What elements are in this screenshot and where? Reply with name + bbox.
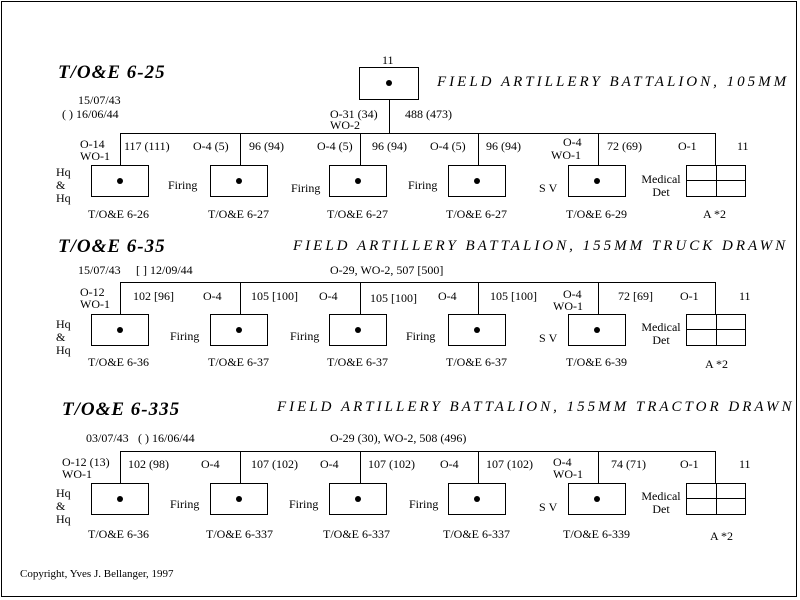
connector-line xyxy=(360,133,361,165)
hq-officers: O-31 (34) xyxy=(330,107,378,121)
unit-toe: T/O&E 6-27 xyxy=(327,207,388,221)
connector-line xyxy=(389,100,390,133)
unit-box xyxy=(91,483,149,515)
unit-toe: T/O&E 6-37 xyxy=(327,355,388,369)
unit-enlisted: 96 (94) xyxy=(372,139,407,153)
unit-side-label: Firing xyxy=(290,329,320,343)
medical-side-label: Medical Det xyxy=(641,172,681,199)
unit-officers: O-12 (13) xyxy=(62,455,110,469)
unit-dot xyxy=(355,496,361,502)
unit-side-label: Firing xyxy=(291,181,321,195)
section-toe-number: T/O&E 6-25 xyxy=(58,62,166,83)
unit-dot xyxy=(355,327,361,333)
unit-toe: T/O&E 6-36 xyxy=(88,527,149,541)
unit-officers: O-4 xyxy=(440,457,459,471)
unit-box xyxy=(568,165,626,197)
unit-warrant-officers: WO-1 xyxy=(551,148,581,162)
unit-side-label: Firing xyxy=(170,497,200,511)
unit-side-label: Hq & Hq xyxy=(56,486,71,526)
unit-box xyxy=(329,165,387,197)
connector-line xyxy=(478,282,479,314)
connector-line xyxy=(598,282,599,314)
unit-enlisted: 105 [100] xyxy=(251,289,298,303)
unit-dot xyxy=(236,178,242,184)
medical-toe: A *2 xyxy=(705,357,729,371)
section-date-original: 15/07/43 xyxy=(78,263,121,277)
connector-line xyxy=(715,282,716,314)
medical-box xyxy=(686,165,746,197)
unit-officers: O-4 xyxy=(320,457,339,471)
unit-enlisted: 107 (102) xyxy=(251,457,298,471)
medical-enlisted: 11 xyxy=(737,139,749,153)
unit-toe: T/O&E 6-27 xyxy=(446,207,507,221)
medical-side-label: Medical Det xyxy=(641,320,681,347)
medical-officers: O-1 xyxy=(678,139,697,153)
medical-box xyxy=(686,314,746,346)
unit-box xyxy=(448,165,506,197)
hq-enlisted: 488 (473) xyxy=(405,107,452,121)
connector-line xyxy=(598,451,599,483)
unit-dot xyxy=(474,327,480,333)
unit-toe: T/O&E 6-27 xyxy=(208,207,269,221)
connector-line xyxy=(120,133,121,165)
unit-side-label: Firing xyxy=(408,178,438,192)
unit-side-label: SV xyxy=(539,331,561,345)
unit-officers: O-4 xyxy=(563,135,582,149)
unit-side-label: SV xyxy=(539,500,561,514)
section-date-original: 15/07/43 xyxy=(78,93,121,107)
connector-line xyxy=(120,282,121,314)
unit-side-label: Firing xyxy=(170,329,200,343)
medical-side-label: Medical Det xyxy=(641,489,681,516)
unit-dot xyxy=(117,496,123,502)
unit-toe: T/O&E 6-339 xyxy=(563,527,630,541)
unit-toe: T/O&E 6-29 xyxy=(566,207,627,221)
unit-warrant-officers: WO-1 xyxy=(553,299,583,313)
medical-enlisted: 11 xyxy=(739,457,751,471)
unit-box xyxy=(91,165,149,197)
unit-box xyxy=(210,314,268,346)
section-date-revised: ( ) 16/06/44 xyxy=(138,431,195,445)
medical-box xyxy=(686,483,746,515)
connector-line xyxy=(478,133,479,165)
unit-dot xyxy=(117,178,123,184)
unit-enlisted: 107 (102) xyxy=(368,457,415,471)
connector-line xyxy=(478,451,479,483)
unit-officers: O-4 (5) xyxy=(430,139,466,153)
unit-enlisted: 117 (111) xyxy=(124,139,170,153)
medical-officers: O-1 xyxy=(680,457,699,471)
unit-warrant-officers: WO-1 xyxy=(62,467,92,481)
connector-line xyxy=(120,451,121,483)
connector-line xyxy=(360,282,361,314)
unit-box xyxy=(448,483,506,515)
unit-box xyxy=(210,165,268,197)
unit-enlisted: 102 (98) xyxy=(128,457,169,471)
unit-toe: T/O&E 6-37 xyxy=(446,355,507,369)
unit-side-label: Firing xyxy=(168,178,198,192)
unit-enlisted: 74 (71) xyxy=(611,457,646,471)
unit-enlisted: 102 [96] xyxy=(133,289,174,303)
unit-side-label: Hq & Hq xyxy=(56,165,71,205)
unit-officers: O-4 xyxy=(203,289,222,303)
top-strength: 11 xyxy=(382,53,394,67)
unit-toe: T/O&E 6-39 xyxy=(566,355,627,369)
unit-toe: T/O&E 6-37 xyxy=(208,355,269,369)
connector-line xyxy=(715,133,716,165)
unit-dot xyxy=(236,327,242,333)
unit-officers: O-4 xyxy=(201,457,220,471)
connector-line xyxy=(240,282,241,314)
section-title: FIELD ARTILLERY BATTALION, 155MM TRACTOR DRAWN xyxy=(277,399,795,415)
unit-side-label: Firing xyxy=(409,497,439,511)
unit-box xyxy=(91,314,149,346)
unit-side-label: SV xyxy=(539,181,561,195)
medical-toe: A *2 xyxy=(703,207,727,221)
unit-dot xyxy=(236,496,242,502)
unit-enlisted: 105 [100] xyxy=(490,289,537,303)
section-date-revised: ( ) 16/06/44 xyxy=(62,107,119,121)
unit-officers: O-4 xyxy=(563,287,582,301)
unit-side-label: Firing xyxy=(289,497,319,511)
section-date-original: 03/07/43 xyxy=(86,431,129,445)
unit-warrant-officers: WO-1 xyxy=(553,467,583,481)
unit-box xyxy=(568,483,626,515)
unit-officers: O-4 (5) xyxy=(317,139,353,153)
branch-line xyxy=(120,133,716,134)
unit-box xyxy=(210,483,268,515)
unit-enlisted: 107 (102) xyxy=(486,457,533,471)
unit-officers: O-4 (5) xyxy=(193,139,229,153)
unit-dot xyxy=(474,178,480,184)
section-title: FIELD ARTILLERY BATTALION, 105MM xyxy=(437,74,790,90)
unit-enlisted: 96 (94) xyxy=(486,139,521,153)
branch-line xyxy=(120,282,716,283)
battalion-box xyxy=(359,67,419,100)
unit-box xyxy=(448,314,506,346)
unit-toe: T/O&E 6-337 xyxy=(323,527,390,541)
unit-officers: O-4 xyxy=(553,455,572,469)
unit-enlisted: 105 [100] xyxy=(370,291,417,305)
unit-warrant-officers: WO-1 xyxy=(80,297,110,311)
unit-toe: T/O&E 6-337 xyxy=(443,527,510,541)
copyright-notice: Copyright, Yves J. Bellanger, 1997 xyxy=(20,568,174,580)
unit-enlisted: 72 (69) xyxy=(607,139,642,153)
unit-dot xyxy=(594,496,600,502)
connector-line xyxy=(360,451,361,483)
unit-officers: O-12 xyxy=(80,285,105,299)
unit-side-label: Hq & Hq xyxy=(56,317,71,357)
unit-dot xyxy=(474,496,480,502)
section-toe-number: T/O&E 6-335 xyxy=(62,399,181,420)
unit-enlisted: 72 [69] xyxy=(618,289,653,303)
unit-dot xyxy=(594,327,600,333)
unit-box xyxy=(329,314,387,346)
medical-officers: O-1 xyxy=(680,289,699,303)
hq-warrant-officers: WO-2 xyxy=(330,118,360,132)
unit-box xyxy=(329,483,387,515)
connector-line xyxy=(240,451,241,483)
connector-line xyxy=(598,133,599,165)
unit-officers: O-14 xyxy=(80,137,105,151)
unit-box xyxy=(568,314,626,346)
section-toe-number: T/O&E 6-35 xyxy=(58,236,166,257)
section-date-revised: [ ] 12/09/44 xyxy=(136,263,193,277)
branch-line xyxy=(120,451,716,452)
connector-line xyxy=(715,451,716,483)
medical-enlisted: 11 xyxy=(739,289,751,303)
unit-warrant-officers: WO-1 xyxy=(80,149,110,163)
unit-officers: O-4 xyxy=(438,289,457,303)
unit-dot xyxy=(386,80,392,86)
unit-toe: T/O&E 6-26 xyxy=(88,207,149,221)
connector-line xyxy=(240,133,241,165)
hq-strength-line: O-29, WO-2, 507 [500] xyxy=(330,263,444,277)
unit-toe: T/O&E 6-337 xyxy=(206,527,273,541)
unit-dot xyxy=(594,178,600,184)
unit-enlisted: 96 (94) xyxy=(249,139,284,153)
unit-dot xyxy=(355,178,361,184)
unit-side-label: Firing xyxy=(406,329,436,343)
hq-strength-line: O-29 (30), WO-2, 508 (496) xyxy=(330,431,467,445)
unit-toe: T/O&E 6-36 xyxy=(88,355,149,369)
unit-officers: O-4 xyxy=(319,289,338,303)
medical-toe: A *2 xyxy=(710,529,734,543)
section-title: FIELD ARTILLERY BATTALION, 155MM TRUCK DRAWN xyxy=(293,238,789,254)
unit-dot xyxy=(117,327,123,333)
